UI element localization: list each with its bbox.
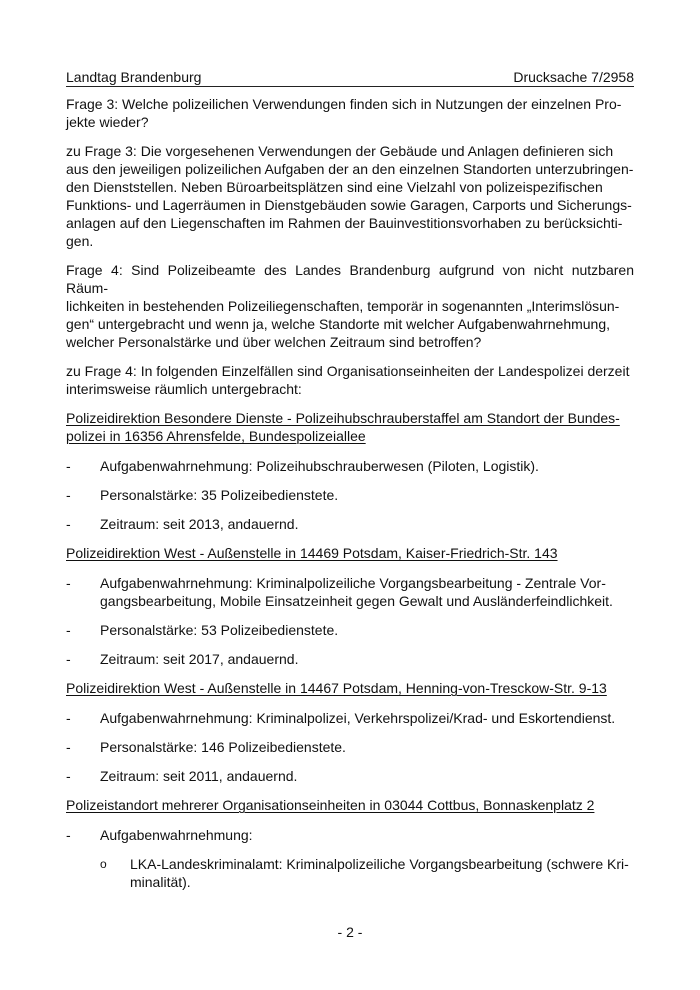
header-right: Drucksache 7/2958 — [513, 69, 634, 85]
section-heading-potsdam-henning-von-tresckow: Polizeidirektion West - Außenstelle in 14467 Potsdam, Henning-von-Tresckow-Str. 9-13 — [66, 680, 607, 696]
list-item: - Personalstärke: 53 Polizeibedienstete. — [66, 622, 339, 638]
list-item: - Zeitraum: seit 2011, andauernd. — [66, 768, 298, 784]
page-header — [66, 66, 634, 87]
question-4: Frage 4: Sind Polizeibeamte des Landes Brandenburg aufgrund von nicht nutzbaren Räum- lichkeiten in bestehenden Polizeiliegenschaften, temporär in sogenannten „Interimslösun- gen“ untergebracht und wenn ja, welche Standorte mit welcher Aufgabenwahrnehmung, welcher Personalstärke und über welchen Zeitraum sind betroffen? — [66, 262, 634, 350]
sub-list-item: o LKA-Landeskriminalamt: Kriminalpolizeiliche Vorgangsbearbeitung (schwere Kri- minalität). — [100, 856, 629, 890]
list-item: - Aufgabenwahrnehmung: — [66, 827, 253, 843]
page-number: - 2 - — [337, 924, 363, 940]
header-left: Landtag Brandenburg — [66, 69, 202, 85]
list-item: - Personalstärke: 146 Polizeibedienstete. — [66, 739, 346, 755]
answer-3: zu Frage 3: Die vorgesehenen Verwendungen der Gebäude und Anlagen definieren sich aus den jeweiligen polizeilichen Aufgaben der an den einzelnen Standorten unterzubringen- den Dienststellen. Neben Büroarbeitsplätzen sind eine Vielzahl von polizeispezifischen Funktions- und Lagerräumen in Dienstgebäuden sowie Garagen, Carports und Sicherungs- anlagen auf den Liegenschaften im Rahmen der Bauinvestitionsvorhaben zu berücksichti- gen. — [66, 143, 634, 249]
section-heading-cottbus: Polizeistandort mehrerer Organisationseinheiten in 03044 Cottbus, Bonnaskenplatz 2 — [66, 797, 595, 813]
list-item: - Aufgabenwahrnehmung: Kriminalpolizeiliche Vorgangsbearbeitung - Zentrale Vor- gangsbearbeitung, Mobile Einsatzeinheit gegen Gewalt und Ausländerfeindlichkeit. — [66, 575, 613, 609]
list-item: - Zeitraum: seit 2017, andauernd. — [66, 651, 299, 667]
document-body — [66, 95, 634, 891]
list-item: - Personalstärke: 35 Polizeibedienstete. — [66, 487, 339, 503]
list-item: - Zeitraum: seit 2013, andauernd. — [66, 516, 299, 532]
section-heading-ahrensfelde: Polizeidirektion Besondere Dienste - Polizeihubschrauberstaffel am Standort der Bundes- polizei in 16356 Ahrensfelde, Bundespolizeiallee — [66, 410, 620, 444]
circle-bullet: o — [100, 857, 107, 871]
section-heading-potsdam-kaiser-friedrich: Polizeidirektion West - Außenstelle in 14469 Potsdam, Kaiser-Friedrich-Str. 143 — [66, 545, 558, 561]
list-item: - Aufgabenwahrnehmung: Kriminalpolizei, Verkehrspolizei/Krad- und Eskortendienst. — [66, 710, 616, 726]
answer-4: zu Frage 4: In folgenden Einzelfällen sind Organisationseinheiten der Landespolizei derzeit interimsweise räumlich untergebracht: — [66, 363, 630, 397]
question-3: Frage 3: Welche polizeilichen Verwendungen finden sich in Nutzungen der einzelnen Pro- jekte wieder? — [66, 96, 622, 130]
list-item: - Aufgabenwahrnehmung: Polizeihubschrauberwesen (Piloten, Logistik). — [66, 458, 539, 474]
